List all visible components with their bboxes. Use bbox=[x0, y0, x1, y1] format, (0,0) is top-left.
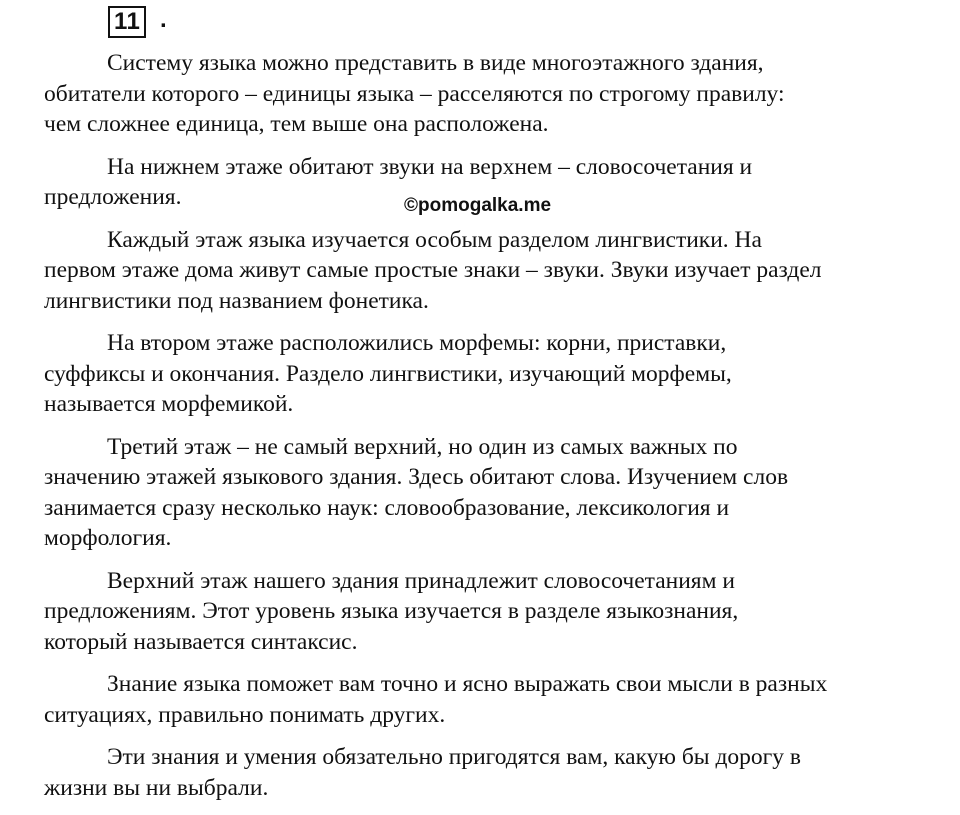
exercise-number: 11 bbox=[108, 6, 146, 38]
paragraph-5: Третий этаж – не самый верхний, но один из самых важных по значению этажей языкового здания. Здесь обитают слова. Изучением слов занимается сразу несколько наук: словообразование, лексикология и морфология. bbox=[44, 433, 789, 551]
paragraph-2: На нижнем этаже обитают звуки на верхнем – словосочетания и предложения. bbox=[44, 153, 753, 210]
paragraph-3: Каждый этаж языка изучается особым разделом лингвистики. На первом этаже дома живут самые простые знаки – звуки. Звуки изучает раздел лингвистики под названием фонетика. bbox=[44, 226, 822, 314]
paragraph-4: На втором этаже расположились морфемы: корни, приставки, суффиксы и окончания. Раздело лингвистики, изучающий морфемы, называется морфемикой. bbox=[44, 330, 732, 417]
paragraph-7: Знание языка поможет вам точно и ясно выражать свои мысли в разных ситуациях, правильно понимать других. bbox=[44, 671, 828, 728]
paragraph-8: Эти знания и умения обязательно пригодятся вам, какую бы дорогу в жизни вы ни выбрали. bbox=[44, 744, 802, 801]
text-body bbox=[44, 48, 924, 815]
exercise-number-dot: . bbox=[160, 6, 167, 33]
paragraph-1: Систему языка можно представить в виде многоэтажного здания, обитатели которого – единицы языка – расселяются по строгому правилу: чем сложнее единица, тем выше она расположена. bbox=[44, 50, 785, 137]
watermark: ©pomogalka.me bbox=[404, 195, 552, 216]
paragraph-6: Верхний этаж нашего здания принадлежит словосочетаниям и предложениям. Этот уровень языка изучается в разделе языкознания, который называется синтаксис. bbox=[44, 567, 739, 655]
